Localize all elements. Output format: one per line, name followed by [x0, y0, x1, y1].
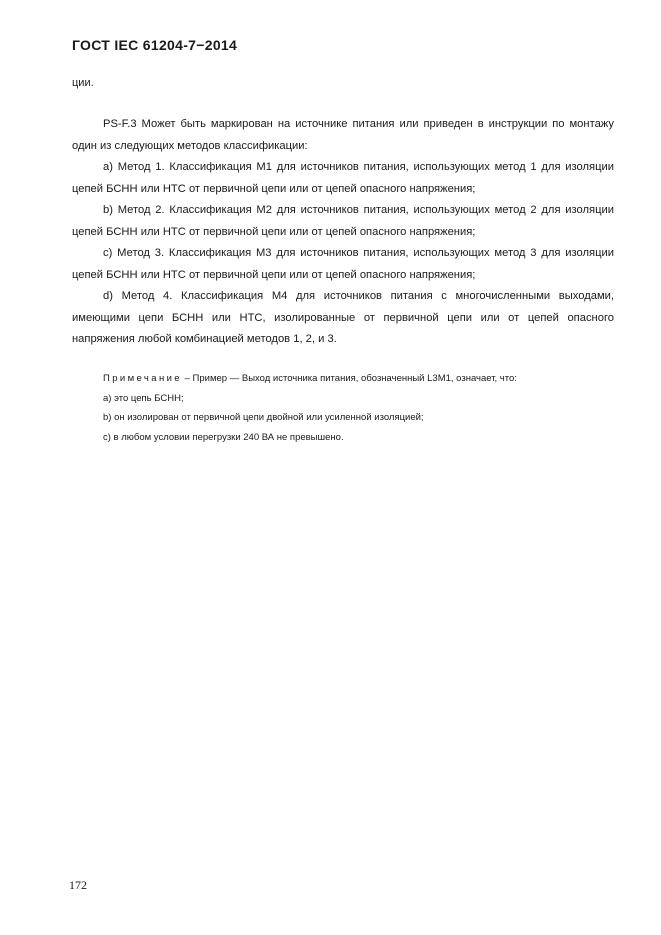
paragraph-method-3: с) Метод 3. Классификация М3 для источников питания, использующих метод 3 для изоляции цепей БСНН или НТС от первичной цепи или от цепей опасного напряжения;: [72, 247, 614, 281]
paragraph-ps-f3: PS-F.3 Может быть маркирован на источнике питания или приведен в инструкции по монтажу один из следующих методов классификации:: [72, 118, 614, 152]
note-item: с) в любом условии перегрузки 240 ВА не превышено.: [103, 431, 344, 443]
note-block: [103, 369, 623, 447]
body-text: [72, 114, 614, 351]
note-heading: [103, 369, 623, 389]
paragraph-method-2: b) Метод 2. Классификация М2 для источников питания, использующих метод 2 для изоляции цепей БСНН или НТС от первичной цепи или от цепей опасного напряжения;: [72, 204, 614, 238]
paragraph-method-1: а) Метод 1. Классификация М1 для источников питания, использующих метод 1 для изоляции цепей БСНН или НТС от первичной цепи или от цепей опасного напряжения;: [72, 161, 614, 195]
note-label: Примечание: [103, 373, 182, 384]
page-number: 172: [69, 878, 87, 892]
note-text: – Пример — Выход источника питания, обозначенный L3M1, означает, что:: [182, 373, 517, 384]
document-header-title: ГОСТ IEC 61204-7−2014: [72, 37, 238, 53]
note-item: а) это цепь БСНН;: [103, 392, 184, 404]
note-item: b) он изолирован от первичной цепи двойной или усиленной изоляцией;: [103, 412, 424, 423]
paragraph-method-4: d) Метод 4. Классификация М4 для источников питания с многочисленными выходами, имеющими цепи БСНН или НТС, изолированные от первичной цепи или от цепей опасного напряжения любой комбинацией методов 1, 2, и 3.: [72, 290, 614, 345]
continued-text: ции.: [72, 77, 94, 89]
